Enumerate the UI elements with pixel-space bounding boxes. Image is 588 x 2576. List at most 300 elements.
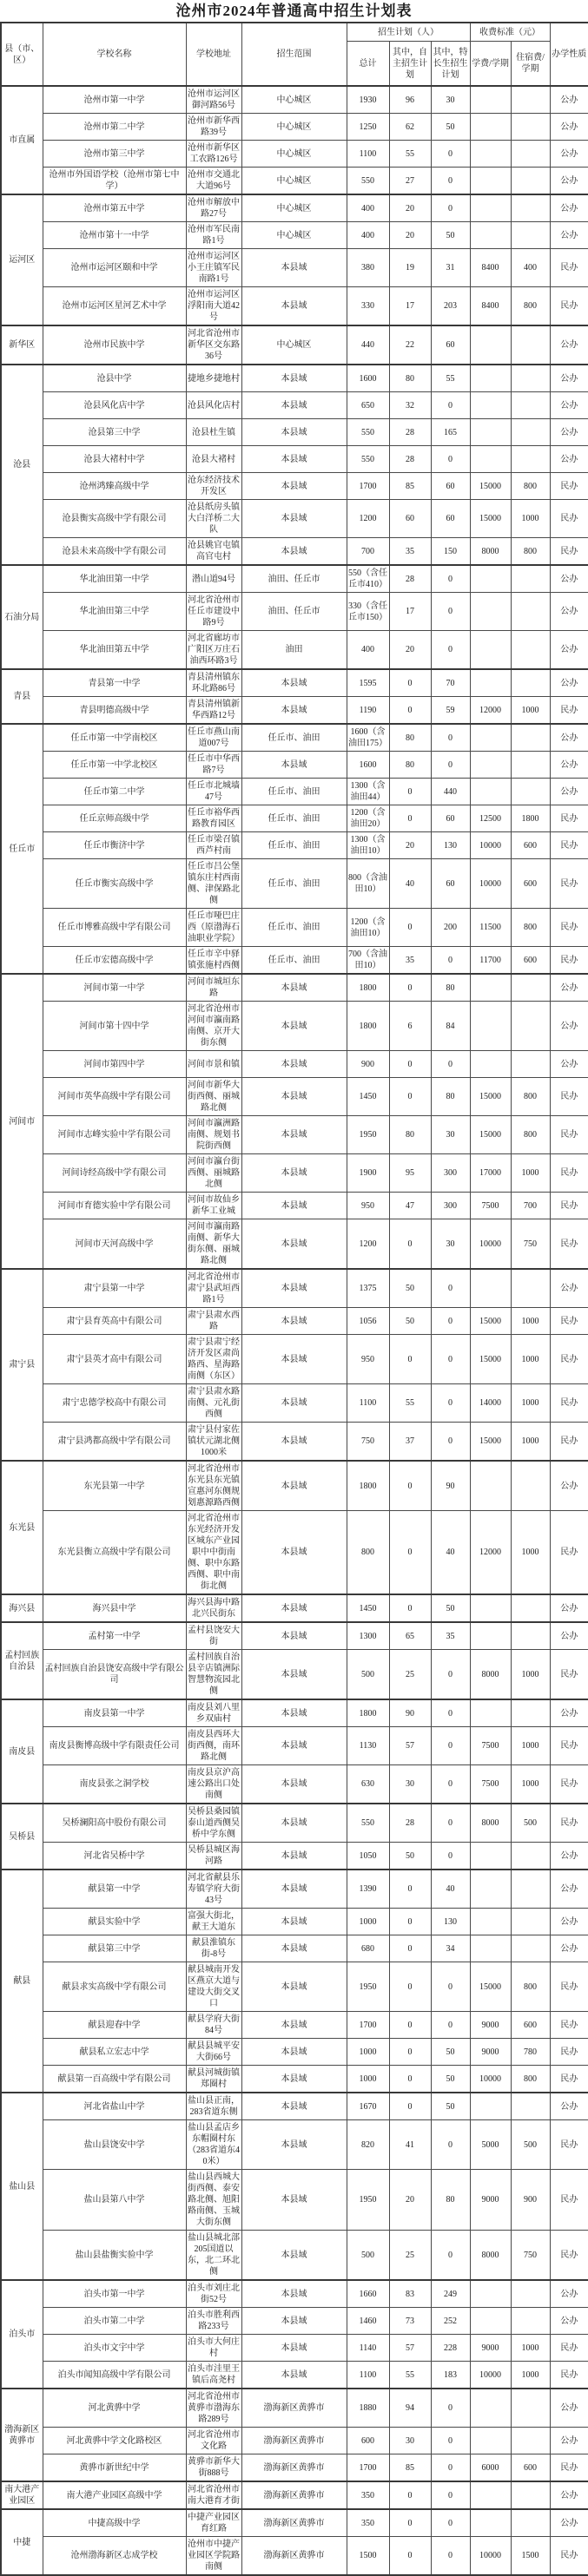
total-cell: 1950 [347, 1116, 389, 1154]
scope-cell: 本县域 [241, 974, 347, 1002]
total-cell: 1800 [347, 1461, 389, 1511]
address-cell: 盐山县西城大街西侧、泰安路北侧、旭阳路南侧、玉城大街东侧 [186, 2170, 241, 2231]
scope-cell: 本县域 [241, 1154, 347, 1193]
nature-cell: 民办 [550, 1335, 588, 1384]
address-cell: 潜山道94号 [186, 565, 241, 593]
scope-cell: 渤海新区黄骅市 [241, 2428, 347, 2454]
tuition-cell [470, 2428, 511, 2454]
table-row [1, 1269, 588, 1308]
table-row [1, 1384, 588, 1423]
school-name-cell: 南皮县张之洞学校 [43, 1765, 186, 1804]
school-name-cell: 河北黄骅中学 [43, 2389, 186, 2428]
address-cell: 沧县风化店村 [186, 392, 241, 419]
special-plan-cell: 0 [431, 1269, 470, 1308]
tuition-cell [470, 669, 511, 697]
self-plan-cell: 80 [389, 752, 431, 779]
special-plan-cell: 440 [431, 779, 470, 805]
table-row [1, 2039, 588, 2066]
scope-cell: 本县域 [241, 1727, 347, 1765]
total-cell: 950 [347, 1193, 389, 1219]
self-plan-cell: 50 [389, 1843, 431, 1870]
boarding-cell [511, 168, 550, 195]
nature-cell: 公办 [550, 974, 588, 1002]
header-enroll-scope: 招生范围 [241, 23, 347, 86]
boarding-cell [511, 194, 550, 222]
tuition-cell [470, 1269, 511, 1308]
county-cell: 泊头市 [1, 2280, 43, 2389]
boarding-cell: 600 [511, 2454, 550, 2482]
school-name-cell: 献县求实高级中学有限公司 [43, 1962, 186, 2012]
address-cell: 海兴县海中路北兴民街东 [186, 1594, 241, 1622]
nature-cell: 民办 [550, 909, 588, 947]
address-cell: 沧州市解放中路27号 [186, 194, 241, 222]
total-cell: 440 [347, 325, 389, 365]
self-plan-cell: 0 [389, 669, 431, 697]
county-cell: 渤海新区黄骅市 [1, 2389, 43, 2481]
self-plan-cell: 20 [389, 832, 431, 859]
school-name-cell: 沧州渤海新区志成学校 [43, 2537, 186, 2576]
total-cell: 1500 [347, 2537, 389, 2576]
scope-cell: 油田、任丘市 [241, 593, 347, 631]
nature-cell: 公办 [550, 669, 588, 697]
self-plan-cell: 0 [389, 1335, 431, 1384]
self-plan-cell: 17 [389, 593, 431, 631]
self-plan-cell: 65 [389, 1622, 431, 1650]
boarding-cell: 600 [511, 947, 550, 975]
nature-cell: 公办 [550, 631, 588, 670]
tuition-cell: 9000 [470, 2170, 511, 2231]
special-plan-cell: 0 [431, 1650, 470, 1700]
nature-cell: 民办 [550, 1193, 588, 1219]
school-name-cell: 海兴县中学 [43, 1594, 186, 1622]
enrollment-table [0, 22, 588, 2576]
tuition-cell: 11500 [470, 909, 511, 947]
boarding-cell [511, 724, 550, 752]
school-name-cell: 肃宁县第一中学 [43, 1269, 186, 1308]
address-cell: 沧州市中捷产业园区学院路南侧 [186, 2537, 241, 2576]
table-row [1, 2280, 588, 2308]
self-plan-cell: 0 [389, 2066, 431, 2093]
special-plan-cell: 183 [431, 2362, 470, 2389]
self-plan-cell: 22 [389, 325, 431, 365]
school-name-cell: 华北油田第三中学 [43, 593, 186, 631]
scope-cell: 渤海新区黄骅市 [241, 2481, 347, 2509]
address-cell: 黄骅市新华大街888号 [186, 2454, 241, 2482]
special-plan-cell: 0 [431, 1804, 470, 1843]
self-plan-cell: 0 [389, 1078, 431, 1116]
school-name-cell: 东光县衡立高级中学有限公司 [43, 1511, 186, 1595]
boarding-cell: 1000 [511, 1308, 550, 1335]
address-cell: 河北省沧州市新华区交东路36号 [186, 325, 241, 365]
tuition-cell: 7500 [470, 1727, 511, 1765]
scope-cell: 本县域 [241, 365, 347, 392]
boarding-cell: 800 [511, 2066, 550, 2093]
tuition-cell [470, 779, 511, 805]
nature-cell: 公办 [550, 1002, 588, 1051]
tuition-cell: 9000 [470, 2012, 511, 2039]
total-cell: 1600 [347, 365, 389, 392]
nature-cell: 民办 [550, 2039, 588, 2066]
scope-cell: 本县域 [241, 473, 347, 500]
self-plan-cell: 85 [389, 2454, 431, 2482]
total-cell: 500 [347, 1650, 389, 1700]
scope-cell: 本县域 [241, 1384, 347, 1423]
self-plan-cell: 80 [389, 365, 431, 392]
special-plan-cell: 0 [431, 1384, 470, 1423]
scope-cell: 任丘市、油田 [241, 859, 347, 909]
school-name-cell: 河间市志峰实验中学有限公司 [43, 1116, 186, 1154]
scope-cell: 本县域 [241, 1765, 347, 1804]
scope-cell: 本县域 [241, 2170, 347, 2231]
table-row [1, 2120, 588, 2170]
address-cell: 任丘市梁召镇西芦村南 [186, 832, 241, 859]
scope-cell: 本县域 [241, 1962, 347, 2012]
school-name-cell: 河间市第一中学 [43, 974, 186, 1002]
scope-cell: 本县域 [241, 1219, 347, 1270]
school-name-cell: 任丘京师高级中学 [43, 805, 186, 832]
total-cell: 1600（含油田175） [347, 724, 389, 752]
tuition-cell: 12000 [470, 697, 511, 725]
header-row-1 [1, 23, 588, 42]
nature-cell: 民办 [550, 287, 588, 326]
tuition-cell [470, 1909, 511, 1935]
tuition-cell: 8000 [470, 538, 511, 566]
school-name-cell: 华北油田第一中学 [43, 565, 186, 593]
tuition-cell: 9000 [470, 2335, 511, 2362]
scope-cell: 渤海新区黄骅市 [241, 2537, 347, 2576]
header-school-address: 学校地址 [186, 23, 241, 86]
school-name-cell: 沧州市第一中学 [43, 86, 186, 114]
school-name-cell: 肃宁忠德学校高中有限公司 [43, 1384, 186, 1423]
tuition-cell: 15000 [470, 1078, 511, 1116]
nature-cell: 民办 [550, 249, 588, 287]
address-cell: 河北省沧州市黄骅市渤海东路289号 [186, 2389, 241, 2428]
scope-cell: 本县域 [241, 1699, 347, 1727]
total-cell: 1200（含油田10） [347, 909, 389, 947]
tuition-cell: 15000 [470, 1962, 511, 2012]
scope-cell: 本县域 [241, 1002, 347, 1051]
school-name-cell: 献县第三中学 [43, 1935, 186, 1962]
tuition-cell: 15000 [470, 1423, 511, 1462]
scope-cell: 本县域 [241, 392, 347, 419]
total-cell: 1390 [347, 1870, 389, 1909]
scope-cell: 任丘市、油田 [241, 947, 347, 975]
table-row [1, 805, 588, 832]
self-plan-cell: 20 [389, 631, 431, 670]
school-name-cell: 泊头市闻知高级中学有限公司 [43, 2362, 186, 2389]
scope-cell: 油田、任丘市 [241, 565, 347, 593]
tuition-cell [470, 194, 511, 222]
table-row [1, 909, 588, 947]
nature-cell: 公办 [550, 752, 588, 779]
table-row [1, 2093, 588, 2120]
total-cell: 680 [347, 1935, 389, 1962]
address-cell: 献县淮镇东街-8号 [186, 1935, 241, 1962]
school-name-cell: 南皮县第一中学 [43, 1699, 186, 1727]
boarding-cell [511, 141, 550, 168]
boarding-cell: 700 [511, 1193, 550, 1219]
self-plan-cell: 0 [389, 1935, 431, 1962]
tuition-cell: 7500 [470, 1765, 511, 1804]
address-cell: 河间市瀛台街西侧、丽城路北侧 [186, 1154, 241, 1193]
total-cell: 1450 [347, 1078, 389, 1116]
total-cell: 750 [347, 1423, 389, 1462]
tuition-cell [470, 86, 511, 114]
county-cell: 沧县 [1, 365, 43, 565]
header-self-plan: 其中，自主招生计划 [389, 42, 431, 87]
nature-cell: 公办 [550, 2481, 588, 2509]
tuition-cell [470, 222, 511, 249]
total-cell: 350 [347, 2481, 389, 2509]
header-school-name: 学校名称 [43, 23, 186, 86]
scope-cell: 本县域 [241, 1650, 347, 1700]
self-plan-cell: 28 [389, 1804, 431, 1843]
boarding-cell [511, 1002, 550, 1051]
nature-cell: 民办 [550, 947, 588, 975]
table-row [1, 168, 588, 195]
boarding-cell [511, 365, 550, 392]
address-cell: 任丘市中华西路7号 [186, 752, 241, 779]
boarding-cell: 1000 [511, 2362, 550, 2389]
nature-cell: 民办 [550, 2120, 588, 2170]
boarding-cell [511, 419, 550, 446]
self-plan-cell: 20 [389, 194, 431, 222]
table-row [1, 1002, 588, 1051]
self-plan-cell: 41 [389, 2120, 431, 2170]
address-cell: 孟村回族自治县辛店镇洲际智慧物流园北侧 [186, 1650, 241, 1700]
nature-cell: 公办 [550, 1870, 588, 1909]
table-row [1, 249, 588, 287]
school-name-cell: 任丘市博雅高级中学有限公司 [43, 909, 186, 947]
total-cell: 650 [347, 392, 389, 419]
table-row [1, 1843, 588, 1870]
nature-cell: 民办 [550, 697, 588, 725]
special-plan-cell: 90 [431, 1461, 470, 1511]
scope-cell: 本县域 [241, 669, 347, 697]
special-plan-cell: 60 [431, 473, 470, 500]
tuition-cell: 15000 [470, 500, 511, 538]
header-school-nature: 办学性质 [550, 23, 588, 86]
special-plan-cell: 60 [431, 859, 470, 909]
special-plan-cell: 60 [431, 500, 470, 538]
table-row [1, 1962, 588, 2012]
special-plan-cell: 40 [431, 1870, 470, 1909]
tuition-cell: 11700 [470, 947, 511, 975]
self-plan-cell: 0 [389, 2093, 431, 2120]
school-name-cell: 盐山县饶安中学 [43, 2120, 186, 2170]
school-name-cell: 河北省吴桥中学 [43, 1843, 186, 1870]
school-name-cell: 沧县未来高级中学有限公司 [43, 538, 186, 566]
scope-cell: 任丘市、油田 [241, 724, 347, 752]
address-cell: 肃宁县肃水西路 [186, 1308, 241, 1335]
boarding-cell: 800 [511, 909, 550, 947]
total-cell: 1130 [347, 1727, 389, 1765]
scope-cell: 本县域 [241, 1308, 347, 1335]
boarding-cell [511, 2389, 550, 2428]
county-cell: 孟村回族自治县 [1, 1622, 43, 1699]
total-cell: 550 [347, 446, 389, 473]
table-row [1, 1935, 588, 1962]
self-plan-cell: 0 [389, 1870, 431, 1909]
address-cell: 沧州市军民南路1号 [186, 222, 241, 249]
scope-cell: 本县域 [241, 287, 347, 326]
total-cell: 1300 [347, 1622, 389, 1650]
scope-cell: 本县域 [241, 2066, 347, 2093]
school-name-cell: 河间市第四中学 [43, 1051, 186, 1078]
self-plan-cell: 37 [389, 1423, 431, 1462]
scope-cell: 本县域 [241, 1269, 347, 1308]
school-name-cell: 任丘市第一中学北校区 [43, 752, 186, 779]
boarding-cell [511, 222, 550, 249]
tuition-cell [470, 1935, 511, 1962]
nature-cell: 民办 [550, 2170, 588, 2231]
table-row [1, 1078, 588, 1116]
tuition-cell [470, 593, 511, 631]
nature-cell: 民办 [550, 1962, 588, 2012]
self-plan-cell: 96 [389, 86, 431, 114]
table-row [1, 1870, 588, 1909]
scope-cell: 本县域 [241, 1594, 347, 1622]
nature-cell: 民办 [550, 1116, 588, 1154]
self-plan-cell: 28 [389, 419, 431, 446]
scope-cell: 本县域 [241, 2308, 347, 2335]
address-cell: 沧州市新华区工农路126号 [186, 141, 241, 168]
school-name-cell: 盐山县第八中学 [43, 2170, 186, 2231]
boarding-cell: 1000 [511, 1154, 550, 1193]
nature-cell: 民办 [550, 2537, 588, 2576]
table-row [1, 565, 588, 593]
table-row [1, 1051, 588, 1078]
nature-cell: 公办 [550, 1594, 588, 1622]
school-name-cell: 献县私立宏志中学 [43, 2039, 186, 2066]
address-cell: 河北省沧州市东光经济开发区城东产业园职中中街南侧、职中东路西侧、职中南街北侧 [186, 1511, 241, 1595]
total-cell: 1200 [347, 1219, 389, 1270]
address-cell: 沧州市交通北大道96号 [186, 168, 241, 195]
total-cell: 1880 [347, 2389, 389, 2428]
tuition-cell [470, 365, 511, 392]
table-row [1, 473, 588, 500]
nature-cell: 民办 [550, 538, 588, 566]
total-cell: 330（含任丘市150） [347, 593, 389, 631]
boarding-cell [511, 446, 550, 473]
scope-cell: 渤海新区黄骅市 [241, 2389, 347, 2428]
special-plan-cell: 165 [431, 419, 470, 446]
address-cell: 河间市城垣东路 [186, 974, 241, 1002]
table-row [1, 2454, 588, 2482]
table-row [1, 1423, 588, 1462]
tuition-cell [470, 2509, 511, 2537]
boarding-cell: 1000 [511, 1727, 550, 1765]
self-plan-cell: 0 [389, 974, 431, 1002]
self-plan-cell: 0 [389, 1962, 431, 2012]
address-cell: 献县学府大街84号 [186, 2012, 241, 2039]
self-plan-cell: 30 [389, 1765, 431, 1804]
tuition-cell [470, 2280, 511, 2308]
nature-cell: 民办 [550, 805, 588, 832]
school-name-cell: 河间市英华高级中学有限公司 [43, 1078, 186, 1116]
table-row [1, 2012, 588, 2039]
tuition-cell: 8400 [470, 249, 511, 287]
school-name-cell: 任丘市衡实高级中学 [43, 859, 186, 909]
special-plan-cell: 0 [431, 631, 470, 670]
tuition-cell: 17000 [470, 1154, 511, 1193]
scope-cell: 任丘市、油田 [241, 832, 347, 859]
total-cell: 1800 [347, 1002, 389, 1051]
special-plan-cell: 228 [431, 2335, 470, 2362]
nature-cell: 公办 [550, 141, 588, 168]
self-plan-cell: 0 [389, 1511, 431, 1595]
nature-cell: 公办 [550, 2280, 588, 2308]
table-row [1, 1804, 588, 1843]
boarding-cell [511, 1622, 550, 1650]
nature-cell: 民办 [550, 1308, 588, 1335]
school-name-cell: 南大港产业园区高级中学 [43, 2481, 186, 2509]
self-plan-cell: 90 [389, 1699, 431, 1727]
nature-cell: 民办 [550, 1219, 588, 1270]
scope-cell: 中心城区 [241, 86, 347, 114]
table-row [1, 1622, 588, 1650]
boarding-cell: 750 [511, 1219, 550, 1270]
boarding-cell [511, 2428, 550, 2454]
tuition-cell: 14000 [470, 1384, 511, 1423]
self-plan-cell: 0 [389, 2012, 431, 2039]
boarding-cell [511, 1909, 550, 1935]
special-plan-cell: 0 [431, 947, 470, 975]
table-row [1, 1219, 588, 1270]
table-row [1, 419, 588, 446]
boarding-cell: 800 [511, 473, 550, 500]
total-cell: 550（含任丘市410） [347, 565, 389, 593]
county-cell: 新华区 [1, 325, 43, 365]
nature-cell: 民办 [550, 2231, 588, 2281]
scope-cell: 本县域 [241, 1935, 347, 1962]
special-plan-cell: 0 [431, 1962, 470, 2012]
boarding-cell [511, 114, 550, 141]
address-cell: 中捷产业园区育红路 [186, 2509, 241, 2537]
address-cell: 河间市新华大街西侧、丽城路北侧 [186, 1078, 241, 1116]
address-cell: 青县清州镇东环北路86号 [186, 669, 241, 697]
boarding-cell [511, 325, 550, 365]
total-cell: 1000 [347, 2066, 389, 2093]
total-cell: 1375 [347, 1269, 389, 1308]
tuition-cell: 10000 [470, 859, 511, 909]
scope-cell: 中心城区 [241, 325, 347, 365]
scope-cell: 本县域 [241, 249, 347, 287]
boarding-cell: 800 [511, 1116, 550, 1154]
boarding-cell: 600 [511, 832, 550, 859]
address-cell: 河间市景和镇 [186, 1051, 241, 1078]
address-cell: 沧东经济技术开发区 [186, 473, 241, 500]
special-plan-cell: 0 [431, 446, 470, 473]
school-name-cell: 任丘市宏德高级中学 [43, 947, 186, 975]
nature-cell: 公办 [550, 593, 588, 631]
self-plan-cell: 35 [389, 538, 431, 566]
self-plan-cell: 0 [389, 909, 431, 947]
total-cell: 1800 [347, 1699, 389, 1727]
scope-cell: 中心城区 [241, 114, 347, 141]
address-cell: 泊头市胜利西路233号 [186, 2308, 241, 2335]
table-row [1, 1765, 588, 1804]
nature-cell: 民办 [550, 1511, 588, 1595]
nature-cell: 民办 [550, 1078, 588, 1116]
tuition-cell [470, 114, 511, 141]
school-name-cell: 肃宁县英才高中有限公司 [43, 1335, 186, 1384]
self-plan-cell: 28 [389, 565, 431, 593]
total-cell: 1800 [347, 974, 389, 1002]
scope-cell: 本县域 [241, 1335, 347, 1384]
tuition-cell [470, 2308, 511, 2335]
table-row [1, 2170, 588, 2231]
